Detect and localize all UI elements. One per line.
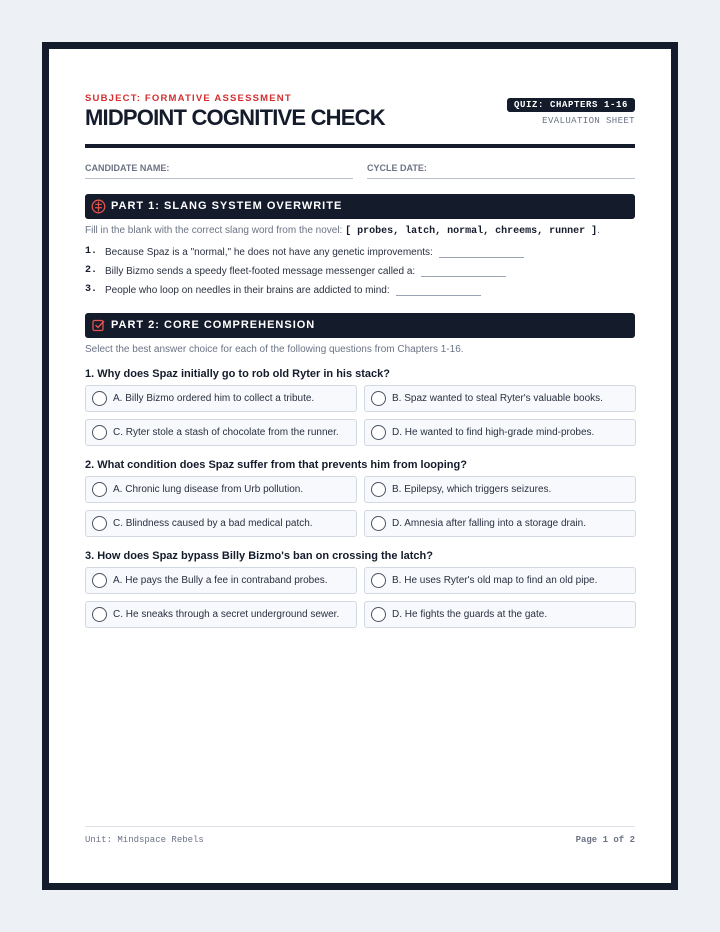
cycle-date-field[interactable] [367, 163, 635, 179]
page-title: MIDPOINT COGNITIVE CHECK [85, 105, 385, 130]
option-text: A. Chronic lung disease from Urb pollution. [113, 484, 304, 495]
subject-label: SUBJECT: FORMATIVE ASSESSMENT [85, 93, 292, 104]
sheet-type-label: EVALUATION SHEET [542, 116, 635, 126]
option-text: C. Blindness caused by a bad medical patch. [113, 518, 313, 529]
fill-blank-item [85, 246, 635, 260]
part2-instructions: Select the best answer choice for each of the following questions from Chapters 1-16. [85, 344, 464, 355]
footer-divider [85, 826, 635, 827]
radio-button[interactable] [92, 425, 107, 440]
part1-instructions: Fill in the blank with the correct slang word from the novel: [ probes, latch, normal, chreems, runner ]. [85, 225, 600, 237]
part1-title: PART 1: SLANG SYSTEM OVERWRITE [111, 200, 343, 212]
part2-header [85, 313, 635, 338]
part1-instruction-text: Fill in the blank with the correct slang word from the novel: [85, 225, 343, 236]
item-text: People who loop on needles in their brains are addicted to mind: [105, 285, 390, 296]
radio-button[interactable] [371, 391, 386, 406]
answer-blank[interactable] [396, 285, 481, 296]
option-text: C. Ryter stole a stash of chocolate from the runner. [113, 427, 339, 438]
title-divider [85, 144, 635, 148]
option-text: B. He uses Ryter's old map to find an old pipe. [392, 575, 598, 586]
option-text: D. He fights the guards at the gate. [392, 609, 548, 620]
answer-blank[interactable] [439, 247, 524, 258]
answer-option[interactable] [85, 419, 357, 446]
answer-option[interactable] [364, 419, 636, 446]
answer-option[interactable] [85, 601, 357, 628]
radio-button[interactable] [371, 425, 386, 440]
radio-button[interactable] [371, 607, 386, 622]
option-text: B. Epilepsy, which triggers seizures. [392, 484, 552, 495]
item-number: 2. [85, 265, 98, 276]
answer-option[interactable] [85, 385, 357, 412]
fill-blank-item [85, 265, 635, 279]
radio-button[interactable] [371, 482, 386, 497]
checkbox-icon [91, 318, 106, 333]
candidate-name-field[interactable] [85, 163, 353, 179]
cycle-date-label: CYCLE DATE: [367, 163, 427, 173]
candidate-name-label: CANDIDATE NAME: [85, 163, 170, 173]
brain-icon [91, 199, 106, 214]
answer-blank[interactable] [421, 266, 506, 277]
page-number: Page 1 of 2 [575, 835, 635, 845]
radio-button[interactable] [92, 573, 107, 588]
question-1: 1. Why does Spaz initially go to rob old Ryter in his stack? [85, 368, 390, 380]
answer-option[interactable] [364, 567, 636, 594]
answer-option[interactable] [85, 476, 357, 503]
question-3: 3. How does Spaz bypass Billy Bizmo's ban on crossing the latch? [85, 550, 433, 562]
option-text: A. He pays the Bully a fee in contraband probes. [113, 575, 328, 586]
answer-option[interactable] [364, 385, 636, 412]
word-bank: [ probes, latch, normal, chreems, runner ] [345, 226, 598, 237]
worksheet-page [49, 49, 671, 883]
option-text: B. Spaz wanted to steal Ryter's valuable books. [392, 393, 603, 404]
radio-button[interactable] [92, 516, 107, 531]
radio-button[interactable] [371, 516, 386, 531]
radio-button[interactable] [92, 482, 107, 497]
option-text: D. Amnesia after falling into a storage drain. [392, 518, 586, 529]
question-2: 2. What condition does Spaz suffer from that prevents him from looping? [85, 459, 467, 471]
answer-option[interactable] [364, 601, 636, 628]
radio-button[interactable] [371, 573, 386, 588]
part1-header [85, 194, 635, 219]
item-number: 3. [85, 284, 98, 295]
option-text: A. Billy Bizmo ordered him to collect a tribute. [113, 393, 315, 404]
answer-option[interactable] [364, 510, 636, 537]
answer-option[interactable] [85, 567, 357, 594]
option-text: C. He sneaks through a secret underground sewer. [113, 609, 340, 620]
unit-label: Unit: Mindspace Rebels [85, 835, 204, 845]
quiz-badge: QUIZ: CHAPTERS 1-16 [507, 98, 635, 112]
fill-blank-item [85, 284, 635, 298]
item-number: 1. [85, 246, 98, 257]
radio-button[interactable] [92, 607, 107, 622]
answer-option[interactable] [85, 510, 357, 537]
part2-title: PART 2: CORE COMPREHENSION [111, 319, 316, 331]
option-text: D. He wanted to find high-grade mind-probes. [392, 427, 595, 438]
item-text: Billy Bizmo sends a speedy fleet-footed message messenger called a: [105, 266, 416, 277]
answer-option[interactable] [364, 476, 636, 503]
item-text: Because Spaz is a "normal," he does not have any genetic improvements: [105, 247, 433, 258]
radio-button[interactable] [92, 391, 107, 406]
